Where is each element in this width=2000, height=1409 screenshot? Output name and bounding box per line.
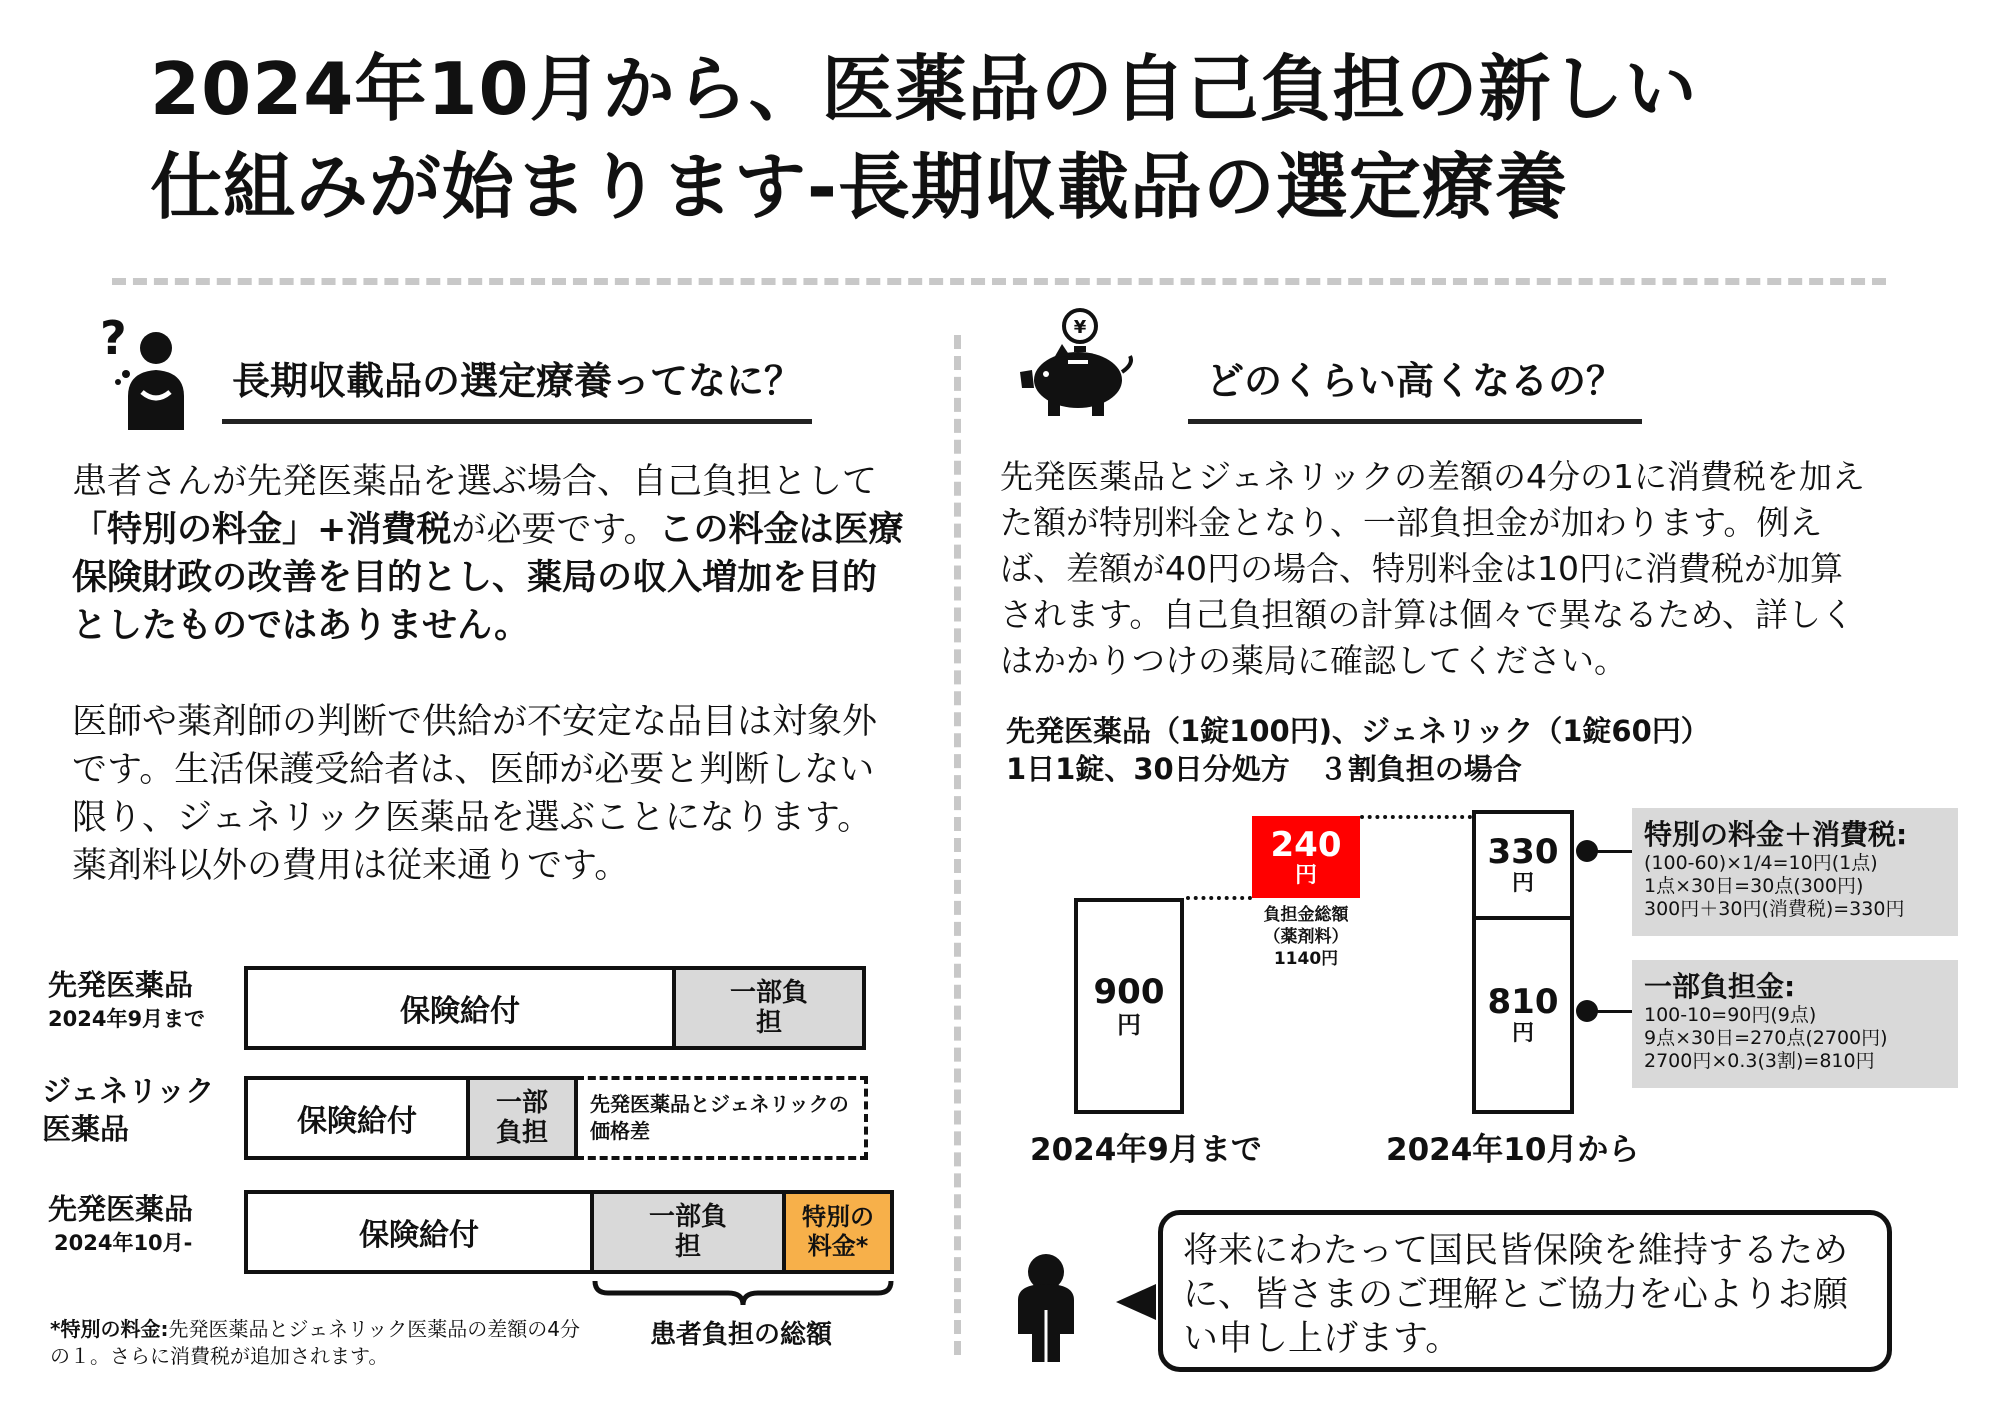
row3-special-fee: 特別の料金*: [782, 1194, 890, 1270]
connector-diff-oct: [1360, 815, 1472, 819]
row3-label: [48, 1190, 193, 1258]
connector-sept-diff: [1186, 896, 1252, 900]
row2-price-diff: 先発医薬品とジェネリックの価格差: [576, 1076, 868, 1160]
special-fee-info-heading: 特別の料金＋消費税:: [1644, 818, 1908, 851]
message-bubble: 将来にわたって国民皆保険を維持するために、皆さまのご理解とご協力を心よりお願い申し上げます。: [1158, 1210, 1892, 1372]
row2-label-sub: 医薬品: [42, 1112, 130, 1146]
horizontal-divider: [112, 278, 1886, 285]
footnote: [50, 1316, 590, 1370]
left-para1-text3: が必要です。: [451, 510, 659, 550]
partial-payment-info-line-2: 9点×30日=270点(2700円): [1644, 1027, 1888, 1049]
oct-partial-box: [1472, 916, 1574, 1114]
total-label: 患者負担の総額: [650, 1320, 833, 1350]
oct-special-value: 330: [1487, 832, 1559, 872]
connector-dot-1: [1576, 840, 1598, 862]
oct-label: 2024年10月から: [1386, 1132, 1640, 1168]
partial-payment-info-heading: 一部負担金:: [1644, 970, 1796, 1003]
row3-insurance: 保険給付: [359, 1218, 479, 1253]
special-fee-info-line-1: (100-60)×1/4=10円(1点): [1644, 852, 1878, 874]
left-heading: 長期収載品の選定療養ってなに？: [222, 350, 812, 424]
connector-line-1: [1596, 850, 1632, 853]
diff-caption: [1242, 904, 1370, 970]
sept-cost-value: 900: [1093, 972, 1165, 1012]
row2-label-main: ジェネリック: [42, 1074, 215, 1108]
special-fee-info-line-2: 1点×30日=30点(300円): [1644, 875, 1864, 897]
oct-special-box: [1472, 810, 1574, 920]
diff-value: 240: [1270, 825, 1342, 865]
row1-label-main: 先発医薬品: [48, 968, 194, 1002]
connector-dot-2: [1576, 1000, 1598, 1022]
left-para1-text1: 患者さんが先発医薬品を選ぶ場合、自己負担として: [72, 462, 878, 502]
svg-text:¥: ¥: [1073, 317, 1087, 338]
footnote-text: 先発医薬品とジェネリック医薬品の差額の4分の１。さらに消費税が追加されます。: [50, 1317, 580, 1368]
question-person-icon: [98, 312, 190, 432]
row3-label-sub: 2024年10月-: [54, 1231, 193, 1255]
diff-red-box: [1252, 816, 1360, 898]
example-line-1: 先発医薬品（1錠100円)、ジェネリック（1錠60円）: [1006, 714, 1710, 748]
left-para1-text2: 「特別の料金」+消費税: [72, 510, 452, 550]
total-brace: [592, 1278, 894, 1308]
left-para1-text4: この料金は医療保険財政の改善を目的とし、薬局の収入増加を目的としたものではありません。: [72, 510, 904, 646]
row1-bar: [244, 966, 866, 1050]
row1-partial: 一部負担: [672, 970, 862, 1046]
sept-cost-unit: 円: [1117, 1011, 1141, 1039]
row3-label-main: 先発医薬品: [48, 1192, 194, 1226]
partial-payment-info-line-3: 2700円×0.3(3割)=810円: [1644, 1050, 1875, 1072]
title-line-1: 2024年10月から、医薬品の自己負担の新しい: [150, 47, 1698, 131]
row2-label: [42, 1072, 214, 1148]
title-line-2: 仕組みが始まります-長期収載品の選定療養: [150, 145, 1568, 229]
row1-label: [48, 966, 205, 1034]
partial-payment-info: [1632, 960, 1958, 1088]
left-description: [72, 458, 904, 890]
svg-text:?: ?: [100, 312, 127, 365]
row3-partial: 一部負担: [590, 1194, 782, 1270]
speech-pointer: [1116, 1284, 1156, 1320]
diff-unit: 円: [1294, 863, 1317, 888]
piggy-bank-icon: [1018, 308, 1142, 420]
diff-caption-1: 負担金総額: [1263, 905, 1349, 925]
row3-bar: [244, 1190, 894, 1274]
oct-partial-value: 810: [1487, 982, 1559, 1022]
diff-caption-3: 1140円: [1273, 949, 1339, 969]
page-title: [150, 40, 1910, 236]
left-para2: 医師や薬剤師の判断で供給が不安定な品目は対象外です。生活保護受給者は、医師が必要と判断しない限り、ジェネリック医薬品を選ぶことになります。薬剤料以外の費用は従来通りです。: [72, 702, 878, 886]
example-conditions: [1006, 712, 1710, 788]
footnote-bold: *特別の料金:: [50, 1317, 169, 1341]
right-heading: どのくらい高くなるの？: [1188, 350, 1642, 424]
right-description: 先発医薬品とジェネリックの差額の4分の1に消費税を加えた額が特別料金となり、一部負担金が加わります。例えば、差額が40円の場合、特別料金は10円に消費税が加算されます。自己負担額の計算は個々で異なるため、詳しくはかかりつけの薬局に確認してください。: [1000, 457, 1866, 680]
partial-payment-info-line-1: 100-10=90円(9点): [1644, 1004, 1817, 1026]
vertical-divider: [954, 335, 961, 1355]
row1-label-sub: 2024年9月まで: [48, 1007, 206, 1031]
bowing-person-icon: [1010, 1250, 1082, 1362]
example-line-2: 1日1錠、30日分処方 ３割負担の場合: [1006, 752, 1522, 786]
diff-caption-2: （薬剤料）: [1263, 927, 1349, 947]
special-fee-info: [1632, 808, 1958, 936]
special-fee-info-line-3: 300円＋30円(消費税)=330円: [1644, 898, 1905, 920]
row2-bar: [244, 1076, 578, 1160]
connector-line-2: [1596, 1010, 1632, 1013]
oct-special-unit: 円: [1511, 871, 1534, 896]
row2-partial: 一部負担: [466, 1080, 574, 1156]
row2-insurance: 保険給付: [297, 1104, 417, 1139]
oct-partial-unit: 円: [1511, 1021, 1534, 1046]
sept-cost-box: [1074, 898, 1184, 1114]
row1-insurance: 保険給付: [400, 994, 520, 1029]
sept-label: 2024年9月まで: [1030, 1132, 1262, 1168]
